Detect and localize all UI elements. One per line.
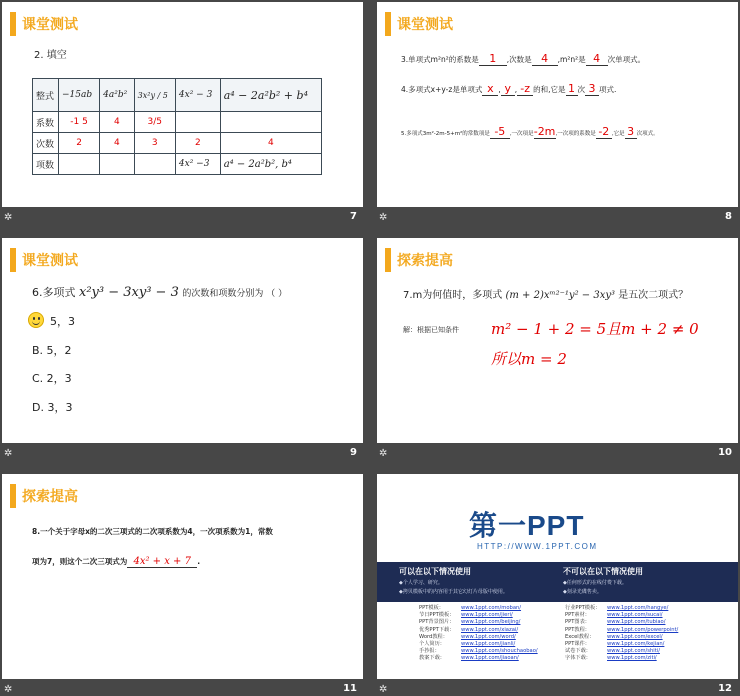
question-5: 5.多项式3m²-2m-5+m²的常数项是 -5 ,一次项是-2m,一次项的系数是 -2 ,它是 3 次项式。 (401, 125, 659, 138)
solution-label: 解：根据已知条件 (403, 326, 459, 334)
option-c[interactable]: C. 2，3 (32, 372, 72, 385)
question-3: 3.单项式m²n²的系数是 1 ,次数是 4 ,m²n²是 4 次单项式。 (401, 52, 646, 65)
slide-11[interactable]: 探索提高 8.一个关于字母x的二次三项式的二次项系数为4，一次项系数为1，常数 项为7，则这个二次三项式为 4x² + x + 7 . (2, 474, 363, 679)
question-4: 4.多项式x+y-z是单项式 x , y , -z 的和,它是 1 次 3 项式. (401, 82, 617, 95)
table-cell (175, 112, 220, 133)
slide-10[interactable]: 探索提高 7.m为何值时，多项式 (m + 2)xᵐ²⁻¹y² − 3xy³ 是五次二项式？ 解：根据已知条件 m² − 1 + 2 = 5且m + 2 ≠ 0 所以m = 2 (377, 238, 738, 443)
question-heading: 2. 填空 (34, 50, 67, 61)
question-8-line-2: 项为7，则这个二次三项式为 4x² + x + 7 . (32, 556, 201, 567)
logo: 第一PPT (469, 510, 585, 541)
table-cell: −15ab (59, 79, 100, 112)
question-6: 6.多项式 x²y³ − 3xy³ − 3 的次数和项数分别为 （ ） (32, 285, 288, 300)
link-row[interactable]: PPT模板： www.1ppt.com/moban/ (419, 605, 522, 611)
slide-12[interactable] (377, 474, 738, 679)
smiley-icon (28, 312, 44, 328)
link-row[interactable]: PPT教程： www.1ppt.com/powerpoint/ (565, 626, 679, 633)
question-7: 7.m为何值时，多项式 (m + 2)xᵐ²⁻¹y² − 3xy³ 是五次二项式？ (403, 290, 689, 301)
link-row[interactable]: 节日PPT模板： www.1ppt.com/jieri/ (419, 612, 513, 619)
star-icon: ✲ (4, 684, 13, 695)
table-cell: a⁴ − 2a²b², b⁴ (220, 154, 321, 175)
slide-footer: ✲ 10 (379, 447, 732, 459)
link-list-left (419, 605, 538, 663)
link-row[interactable]: Excel教程： www.1ppt.com/excel/ (565, 633, 663, 640)
link-row[interactable]: 字体下载： www.1ppt.com/ziti/ (565, 655, 657, 662)
star-icon: ✲ (379, 448, 388, 459)
star-icon: ✲ (4, 212, 13, 223)
table-cell: 4 (220, 133, 321, 154)
not-allowed-item: ◆刻录光碟售卖。 (563, 589, 602, 595)
star-icon: ✲ (4, 448, 13, 459)
row-header: 次数 (33, 133, 59, 154)
table-cell: a⁴ − 2a²b² + b⁴ (220, 79, 321, 112)
option-a[interactable]: 5，3 (50, 315, 75, 328)
link-row[interactable]: Word教程： www.1ppt.com/word/ (419, 633, 516, 640)
row-header: 整式 (33, 79, 59, 112)
row-header: 项数 (33, 154, 59, 175)
table-cell: 4x² −3 (175, 154, 220, 175)
star-icon: ✲ (379, 684, 388, 695)
link-row[interactable]: PPT课件： www.1ppt.com/kejian/ (565, 641, 665, 648)
table-cell (59, 154, 100, 175)
slide-footer: ✲ 9 (4, 447, 357, 459)
link-row[interactable]: PPT图表： www.1ppt.com/tubiao/ (565, 619, 666, 626)
link-row[interactable]: 试卷下载： www.1ppt.com/shiti/ (565, 648, 660, 655)
table-cell (220, 112, 321, 133)
table-cell (100, 154, 134, 175)
allowed-item: ◆个人学习、研究。 (399, 580, 443, 586)
link-row[interactable]: 教案下载： www.1ppt.com/jiaoan/ (419, 655, 519, 662)
option-d[interactable]: D. 3，3 (32, 401, 73, 414)
slide-footer: ✲ 12 (379, 683, 732, 695)
table-cell: 2 (59, 133, 100, 154)
solution-line-2: 所以m = 2 (491, 350, 567, 368)
link-row[interactable]: 优秀PPT下载： www.1ppt.com/xiazai/ (419, 626, 519, 633)
solution-line-1: m² − 1 + 2 = 5且m + 2 ≠ 0 (491, 320, 699, 338)
link-row[interactable]: 行业PPT模板： www.1ppt.com/hangye/ (565, 605, 669, 611)
link-row[interactable]: 个人简历： www.1ppt.com/jianli/ (419, 641, 516, 648)
table-cell: 4 (100, 133, 134, 154)
slide-footer: ✲ 7 (4, 211, 357, 223)
option-b[interactable]: B. 5，2 (32, 344, 72, 357)
table-cell: 4x² − 3 (175, 79, 220, 112)
table-cell: 2 (175, 133, 220, 154)
slide-8[interactable]: 课堂测试 3.单项式m²n²的系数是 1 ,次数是 4 ,m²n²是 4 次单项式。 4.多项式x+y-z是单项式 x , y , -z 的和,它是 1 次 3 项式. 5.多项式3m²-2m-5+m²的常数项是 -5 ,一次项是-2m,一次项的系数是 -2 ,它是 3 次项式。 (377, 2, 738, 207)
link-list-right (565, 605, 678, 663)
question-8-line-1: 8.一个关于字母x的二次三项式的二次项系数为4，一次项系数为1，常数 (32, 527, 273, 536)
fill-in-table (32, 78, 322, 175)
table-cell (134, 154, 175, 175)
allowed-title: 可以在以下情况使用 (399, 567, 471, 576)
slide-9[interactable]: 课堂测试 6.多项式 x²y³ − 3xy³ − 3 的次数和项数分别为 （ ） 5，3 B. 5，2 C. 2，3 D. 3，3 (2, 238, 363, 443)
row-header: 系数 (33, 112, 59, 133)
table-cell: 3 (134, 133, 175, 154)
not-allowed-title: 不可以在以下情况使用 (563, 567, 643, 576)
link-row[interactable]: 手抄报： www.1ppt.com/shouchaobao/ (419, 648, 538, 655)
not-allowed-item: ◆任何形式的在线付费下载。 (563, 580, 627, 586)
table-cell: -1 5 (59, 112, 100, 133)
allowed-item: ◆拷贝模板中的内容用于其它幻灯片母版中使用。 (399, 589, 508, 595)
slide-footer: ✲ 8 (379, 211, 732, 223)
table-cell: 3x²y / 5 (134, 79, 175, 112)
table-cell: 4a²b² (100, 79, 134, 112)
slide-7[interactable]: 课堂测试 2. 填空 整式 −15ab 4a²b² 3x²y / 5 4x² − 3 a⁴ − 2a²b² + b⁴ 系数 -1 5 4 3/5 次数 2 4 3 2 4 项数 4x² −3 a⁴ − 2a²b², b⁴ (2, 2, 363, 207)
usage-panel (377, 562, 738, 602)
logo-url: HTTP://WWW.1PPT.COM (477, 542, 598, 551)
table-cell: 4 (100, 112, 134, 133)
link-row[interactable]: PPT背景图片： www.1ppt.com/beijing/ (419, 619, 521, 626)
star-icon: ✲ (379, 212, 388, 223)
link-row[interactable]: PPT素材： www.1ppt.com/sucai/ (565, 612, 663, 619)
table-cell: 3/5 (134, 112, 175, 133)
slide-footer: ✲ 11 (4, 683, 357, 695)
